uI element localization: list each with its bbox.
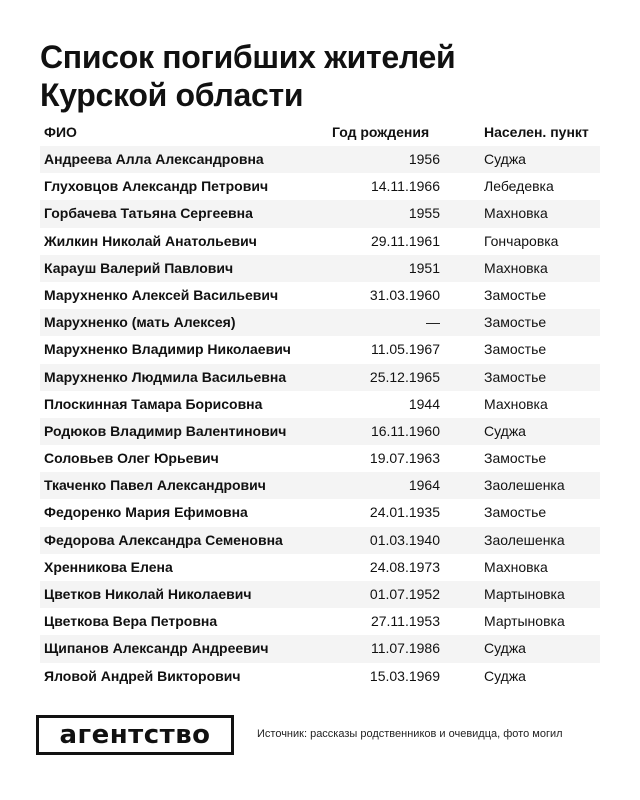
cell-name: Андреева Алла Александровна [44,151,264,167]
cell-name: Хренникова Елена [44,558,173,575]
cell-place: Замостье [484,314,547,331]
cell-place: Замостье [484,450,547,467]
cell-name: Ткаченко Павел Александрович [44,477,266,494]
cell-name: Марухненко (мать Алексея) [44,314,236,331]
table-row [40,173,600,200]
cell-place: Суджа [484,667,526,684]
cell-year: 1964 [408,477,440,494]
cell-place: Суджа [484,151,526,167]
logo-text: агентство [59,720,211,750]
cell-name: Жилкин Николай Анатольевич [44,232,257,249]
cell-place: Суджа [484,422,526,439]
cell-place: Лебедевка [484,178,554,195]
header-year: Год рождения [332,124,430,140]
table-row [40,608,600,635]
table-row [40,472,600,499]
cell-name: Цветкова Вера Петровна [44,613,218,630]
cell-year: 1951 [408,259,440,276]
cell-year: 01.07.1952 [369,586,440,602]
cell-place: Махновка [484,205,548,222]
cell-name: Цветков Николай Николаевич [44,586,252,602]
table-row [40,499,600,526]
table-row [40,336,600,363]
cell-place: Замостье [484,286,547,303]
cell-year: 27.11.1953 [370,613,440,630]
cell-year: 1955 [408,205,440,222]
cell-place: Заолешенка [484,531,565,548]
table-row [40,391,600,418]
cell-place: Махновка [484,259,548,276]
cell-place: Мартыновка [484,613,565,630]
cell-place: Махновка [484,558,548,575]
cell-name: Глуховцов Александр Петрович [44,178,269,195]
cell-year: 14.11.1966 [370,178,440,195]
table-row [40,635,600,662]
cell-year: 25.12.1965 [369,368,440,385]
page-title [40,38,600,114]
cell-place: Заолешенка [484,477,565,494]
cell-year: 01.03.1940 [369,531,440,548]
cell-year: 31.03.1960 [369,286,440,303]
cell-year: 11.07.1986 [370,640,440,657]
header-name: ФИО [44,124,77,140]
table-row [40,554,600,581]
table-row [40,282,600,309]
table-row [40,200,600,227]
cell-place: Замостье [484,341,547,358]
cell-place: Мартыновка [484,586,565,602]
cell-name: Марухненко Владимир Николаевич [44,341,291,358]
table-body [40,146,600,690]
cell-year: 19.07.1963 [369,450,440,467]
victims-table [40,119,600,690]
cell-place: Замостье [484,368,547,385]
cell-name: Соловьев Олег Юрьевич [44,450,219,467]
table-row [40,418,600,445]
cell-name: Марухненко Алексей Васильевич [44,286,279,303]
table-row [40,255,600,282]
table-row [40,527,600,554]
cell-name: Яловой Андрей Викторович [44,667,241,684]
cell-year: 16.11.1960 [370,422,440,439]
cell-name: Родюков Владимир Валентинович [44,422,287,439]
cell-place: Махновка [484,395,548,412]
cell-year: 15.03.1969 [369,667,440,684]
agency-logo [36,715,234,755]
table-row [40,581,600,608]
table-header [40,119,600,146]
cell-year: 24.01.1935 [369,504,440,521]
header-place: Населен. пункт [484,124,589,140]
table-row [40,228,600,255]
cell-name: Федорова Александра Семеновна [44,531,283,548]
cell-year: — [426,314,440,331]
cell-place: Суджа [484,640,526,657]
cell-name: Федоренко Мария Ефимовна [44,504,248,521]
cell-name: Горбачева Татьяна Сергеевна [44,205,253,222]
cell-year: 24.08.1973 [369,558,440,575]
cell-year: 29.11.1961 [370,232,440,249]
cell-year: 11.05.1967 [370,341,440,358]
cell-name: Марухненко Людмила Васильевна [44,368,287,385]
cell-name: Щипанов Александр Андреевич [44,640,269,657]
cell-place: Гончаровка [484,232,559,249]
table-row [40,364,600,391]
source-note: Источник: рассказы родственников и очевидца, фото могил [257,728,563,740]
table-row [40,309,600,336]
cell-name: Плоскинная Тамара Борисовна [44,395,263,412]
cell-place: Замостье [484,504,547,521]
cell-name: Карауш Валерий Павлович [44,259,234,276]
table-row [40,445,600,472]
table-row [40,146,600,173]
cell-year: 1956 [408,151,440,167]
title-line-2: Курской области [40,77,304,113]
table-row [40,663,600,690]
title-line-1: Список погибших жителей [40,39,456,75]
cell-year: 1944 [408,395,440,412]
